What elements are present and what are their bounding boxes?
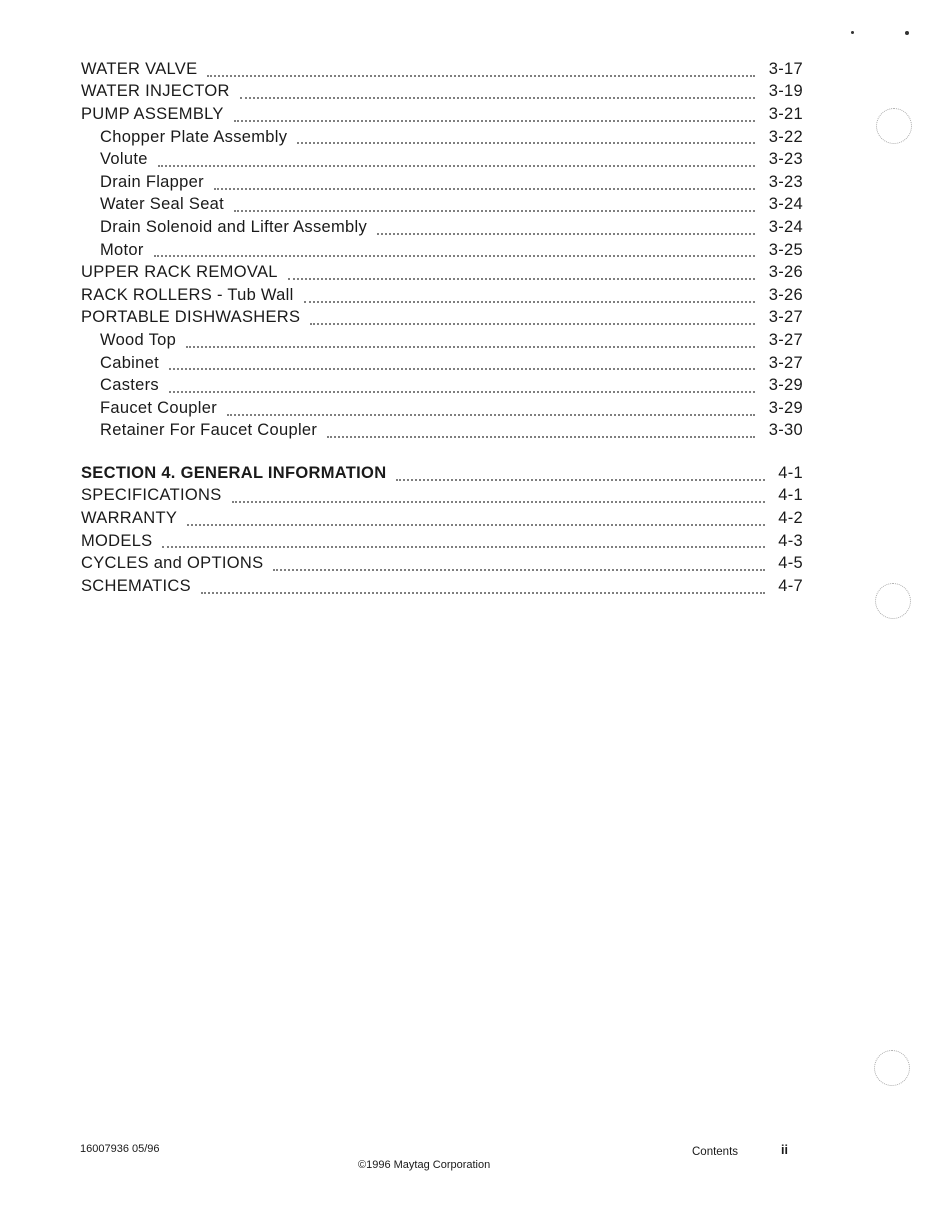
toc-entry-page: 3-24 — [768, 195, 803, 214]
toc-entry[interactable] — [81, 284, 803, 307]
dot-leader — [327, 435, 755, 438]
toc-entry-title: Cabinet — [100, 354, 169, 373]
toc-entry-title: WATER INJECTOR — [81, 82, 240, 101]
dot-leader — [158, 164, 755, 167]
dot-leader — [207, 74, 755, 77]
toc-entry-page: 3-19 — [768, 82, 803, 101]
punch-hole-mark — [875, 583, 911, 619]
dot-leader — [396, 478, 765, 481]
dot-leader — [234, 119, 755, 122]
toc-entry[interactable] — [81, 58, 803, 81]
toc-entry-page: 4-5 — [778, 554, 803, 573]
dot-leader — [186, 345, 755, 348]
toc-entry-title: SPECIFICATIONS — [81, 486, 232, 505]
toc-entry-page: 3-26 — [768, 263, 803, 282]
toc-subentry[interactable] — [81, 148, 803, 171]
toc-entry-title: SECTION 4. GENERAL INFORMATION — [81, 464, 396, 483]
toc-entry-title: Drain Flapper — [100, 173, 214, 192]
dot-leader — [310, 322, 755, 325]
toc-entry-page: 3-17 — [768, 59, 803, 78]
toc-entry-title: Chopper Plate Assembly — [100, 128, 297, 147]
toc-entry-page: 4-2 — [778, 509, 803, 528]
toc-entry-title: SCHEMATICS — [81, 577, 201, 596]
toc-entry-page: 3-26 — [768, 285, 803, 304]
toc-entry-title: Water Seal Seat — [100, 195, 234, 214]
toc-entry[interactable] — [81, 575, 803, 598]
dot-leader — [227, 413, 755, 416]
toc-entry-page: 3-29 — [768, 376, 803, 395]
toc-entry-title: WATER VALVE — [81, 60, 207, 79]
toc-entry[interactable] — [81, 552, 803, 575]
table-of-contents — [81, 58, 803, 598]
toc-subentry[interactable] — [81, 239, 803, 262]
toc-group-section-3 — [81, 58, 803, 442]
toc-entry-title: Drain Solenoid and Lifter Assembly — [100, 218, 377, 237]
copyright-notice: ©1996 Maytag Corporation — [358, 1159, 491, 1171]
punch-hole-mark — [874, 1050, 910, 1086]
toc-subentry[interactable] — [81, 374, 803, 397]
toc-subentry[interactable] — [81, 126, 803, 149]
dot-leader — [234, 209, 755, 212]
toc-subentry[interactable] — [81, 352, 803, 375]
scan-speck — [905, 31, 909, 35]
toc-group-section-4 — [81, 485, 803, 598]
toc-entry-page: 3-27 — [768, 353, 803, 372]
dot-leader — [154, 254, 755, 257]
toc-entry-page: 3-30 — [768, 421, 803, 440]
document-number: 16007936 05/96 — [80, 1143, 160, 1155]
toc-subentry[interactable] — [81, 216, 803, 239]
toc-subentry[interactable] — [81, 194, 803, 217]
toc-entry-page: 3-23 — [768, 150, 803, 169]
toc-entry[interactable] — [81, 507, 803, 530]
toc-entry-page: 3-22 — [768, 127, 803, 146]
toc-subentry[interactable] — [81, 329, 803, 352]
dot-leader — [273, 568, 765, 571]
toc-entry-page: 3-25 — [768, 240, 803, 259]
dot-leader — [304, 300, 755, 303]
toc-entry[interactable] — [81, 530, 803, 553]
toc-entry[interactable] — [81, 103, 803, 126]
dot-leader — [232, 500, 766, 503]
toc-entry-page: 3-24 — [768, 217, 803, 236]
dot-leader — [297, 141, 755, 144]
toc-entry-title: Motor — [100, 241, 154, 260]
toc-entry-page: 4-7 — [778, 576, 803, 595]
punch-hole-mark — [876, 108, 912, 144]
toc-entry[interactable] — [81, 261, 803, 284]
toc-entry-page: 4-1 — [778, 463, 803, 482]
toc-entry-title: Casters — [100, 376, 169, 395]
toc-subentry[interactable] — [81, 171, 803, 194]
section-label: Contents — [692, 1146, 739, 1158]
toc-entry[interactable] — [81, 485, 803, 508]
toc-entry-title: CYCLES and OPTIONS — [81, 554, 273, 573]
toc-subentry[interactable] — [81, 397, 803, 420]
toc-subentry[interactable] — [81, 420, 803, 443]
toc-entry-title: Faucet Coupler — [100, 399, 227, 418]
toc-entry-title: MODELS — [81, 532, 162, 551]
toc-entry-page: 3-27 — [768, 308, 803, 327]
toc-entry-title: WARRANTY — [81, 509, 187, 528]
toc-entry-page: 3-21 — [768, 104, 803, 123]
toc-entry-page: 3-27 — [768, 330, 803, 349]
toc-section-heading[interactable] — [81, 462, 803, 485]
toc-entry-title: UPPER RACK REMOVAL — [81, 263, 288, 282]
toc-entry-page: 3-23 — [768, 172, 803, 191]
dot-leader — [169, 367, 755, 370]
toc-entry-title: PORTABLE DISHWASHERS — [81, 308, 310, 327]
page-number: ii — [781, 1143, 788, 1157]
dot-leader — [240, 96, 755, 99]
toc-entry[interactable] — [81, 307, 803, 330]
toc-entry-page: 4-3 — [778, 531, 803, 550]
toc-entry-page: 4-1 — [778, 486, 803, 505]
toc-entry-title: Wood Top — [100, 331, 186, 350]
dot-leader — [169, 390, 755, 393]
toc-entry[interactable] — [81, 81, 803, 104]
scan-speck — [851, 31, 854, 34]
toc-entry-title: Retainer For Faucet Coupler — [100, 421, 327, 440]
toc-entry-title: Volute — [100, 150, 158, 169]
toc-entry-title: RACK ROLLERS - Tub Wall — [81, 286, 304, 305]
toc-entry-page: 3-29 — [768, 398, 803, 417]
dot-leader — [187, 523, 765, 526]
dot-leader — [162, 545, 765, 548]
dot-leader — [201, 591, 765, 594]
dot-leader — [214, 187, 755, 190]
toc-entry-title: PUMP ASSEMBLY — [81, 105, 234, 124]
dot-leader — [377, 232, 755, 235]
dot-leader — [288, 277, 755, 280]
